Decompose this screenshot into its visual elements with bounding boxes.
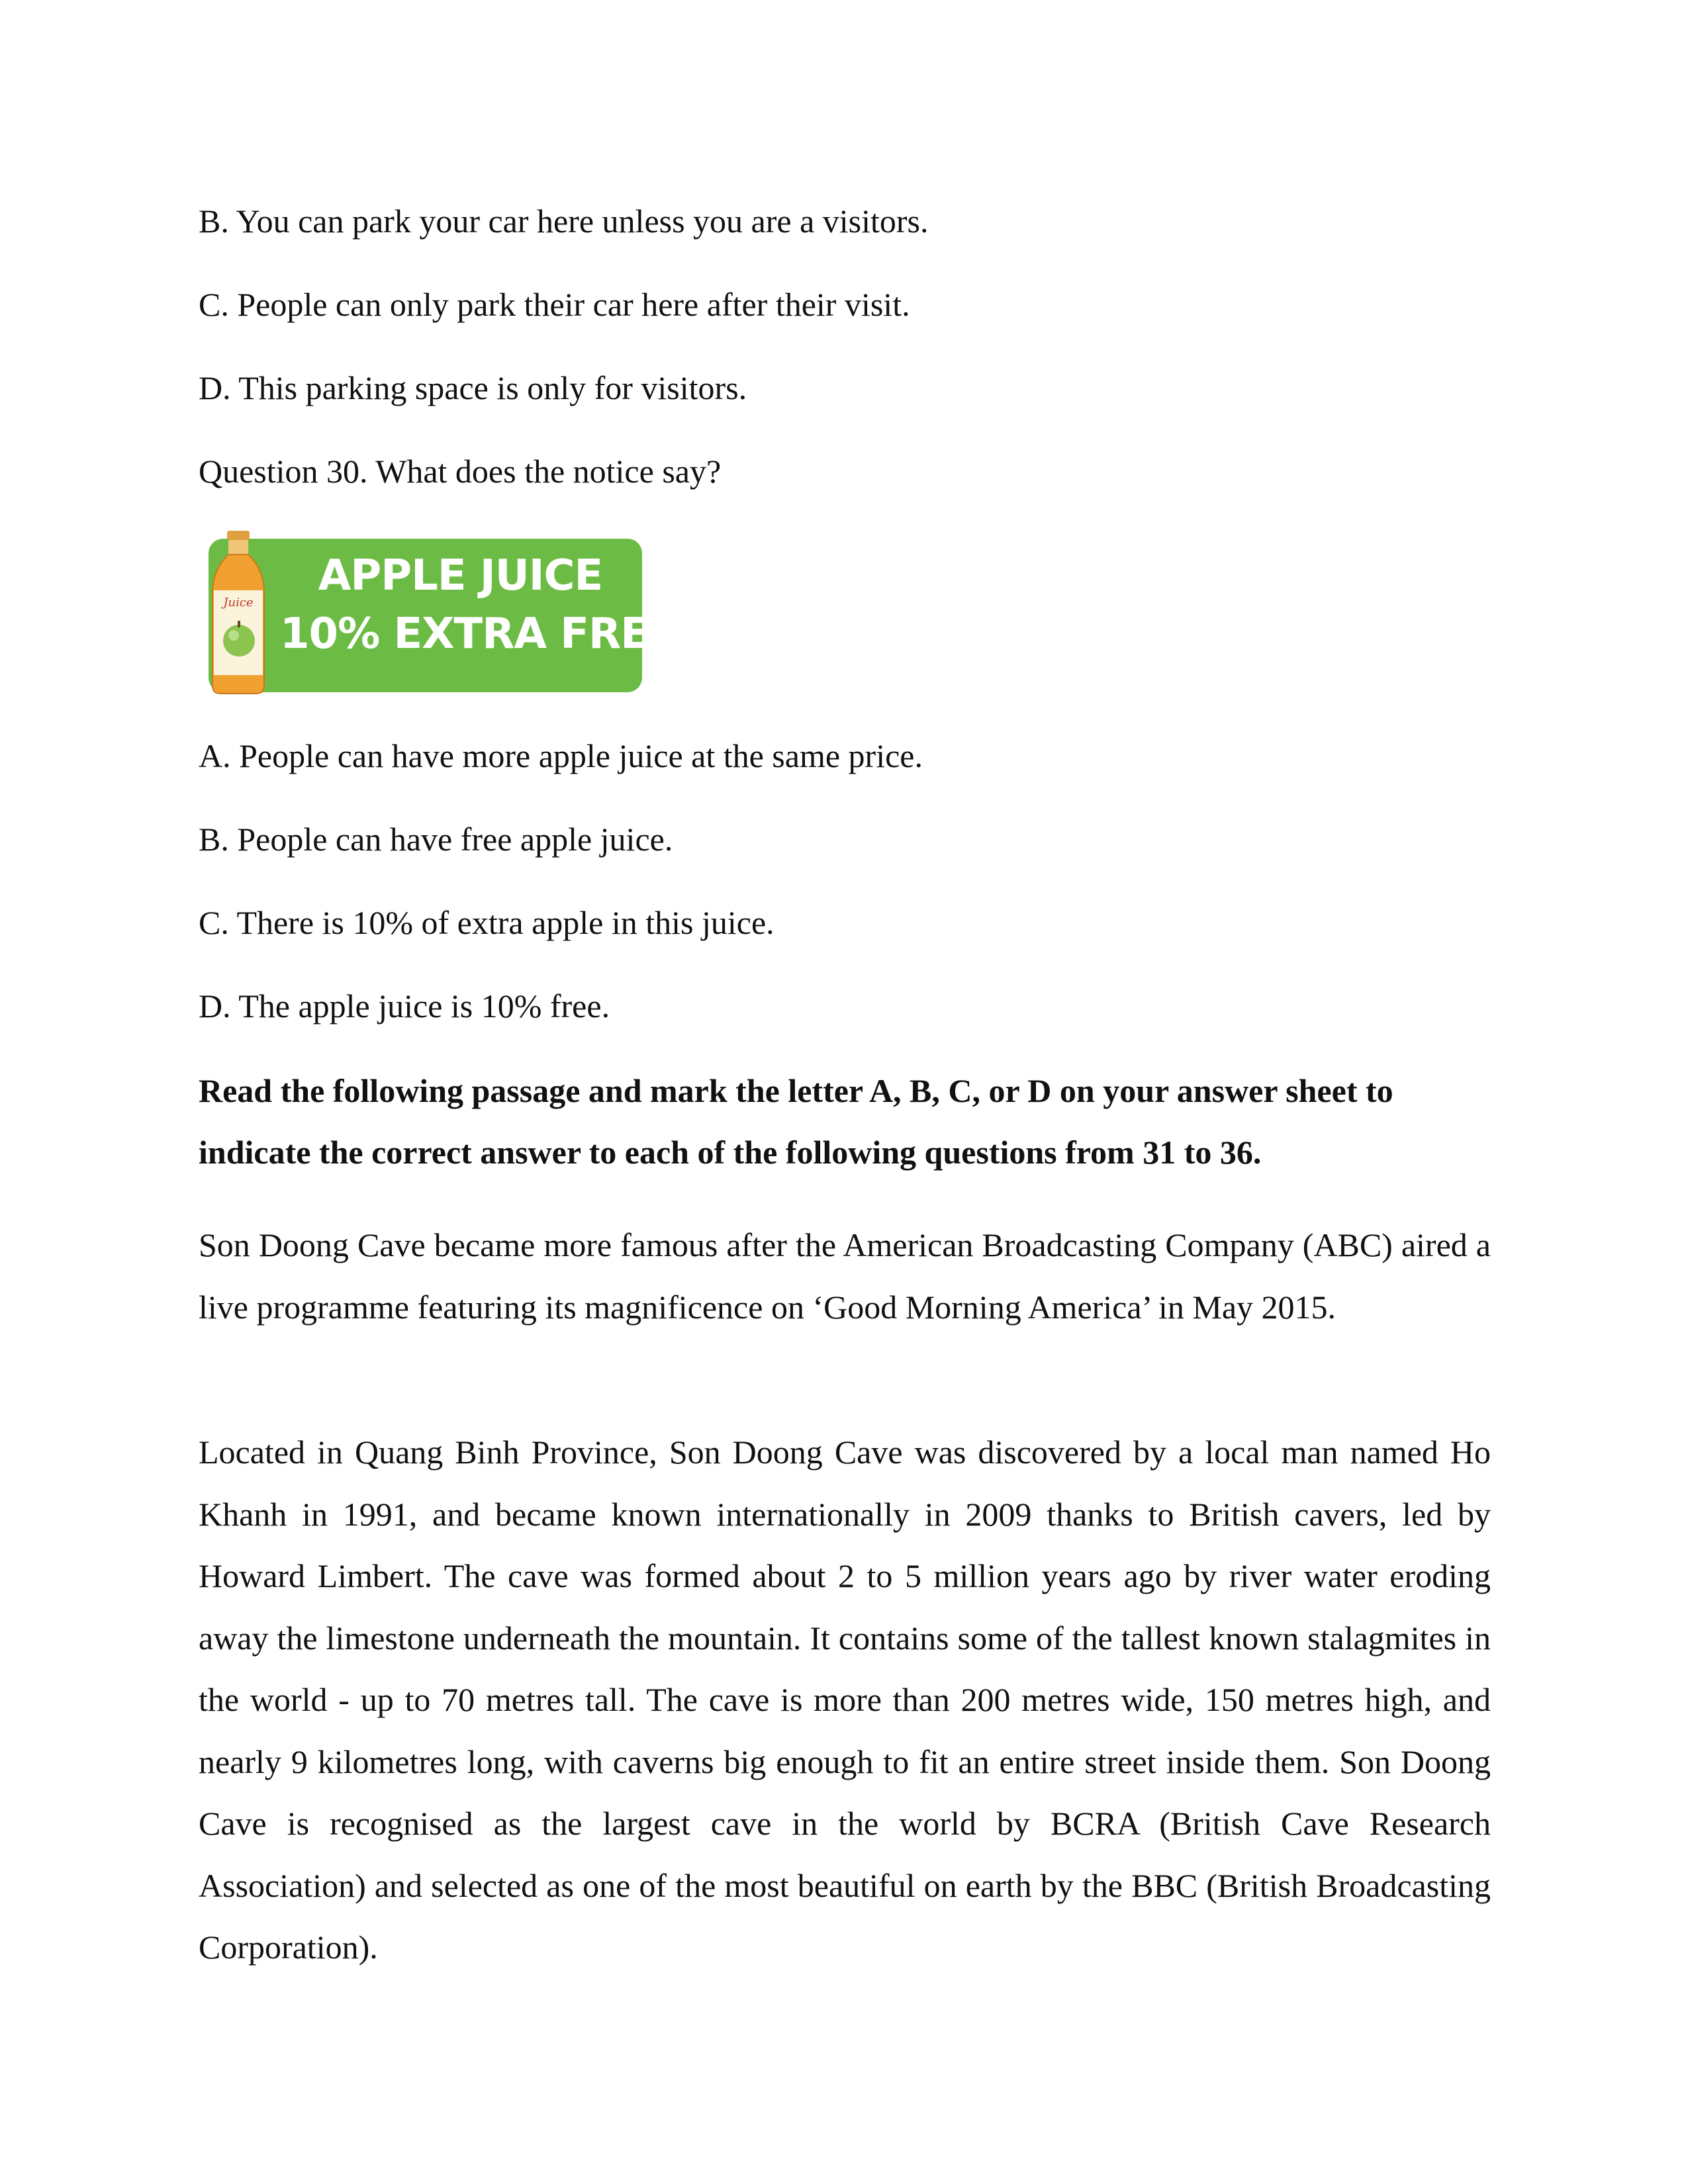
option-q30-c: C. There is 10% of extra apple in this juice. — [199, 904, 774, 941]
reading-instruction: Read the following passage and mark the letter A, B, C, or D on your answer sheet to indicate the correct answer to each of the following questions from 31 to 36. — [199, 1072, 1393, 1171]
option-q30-a: A. People can have more apple juice at the same price. — [199, 737, 923, 774]
option-q29-d: D. This parking space is only for visitors. — [199, 369, 747, 406]
option-q29-b: B. You can park your car here unless you are a visitors. — [199, 203, 929, 240]
notice-line-2: 10% EXTRA FREE — [280, 610, 677, 659]
juice-bottle-icon — [202, 529, 275, 696]
passage-paragraph-1: Son Doong Cave became more famous after the American Broadcasting Company (ABC) aired a live programme featuring its magnificence on ‘Good Morning America’ in May 2015. — [199, 1226, 1491, 1326]
bottle-label: Juice — [223, 596, 254, 610]
notice-line-1: APPLE JUICE — [318, 551, 603, 600]
question-30-prompt: Question 30. What does the notice say? — [199, 453, 722, 490]
apple-juice-notice — [202, 529, 677, 696]
option-q29-c: C. People can only park their car here after their visit. — [199, 286, 910, 323]
option-q30-b: B. People can have free apple juice. — [199, 821, 673, 858]
option-q30-d: D. The apple juice is 10% free. — [199, 987, 610, 1024]
passage-paragraph-2: Located in Quang Binh Province, Son Doong Cave was discovered by a local man named Ho Khanh in 1991, and became known internationally in 2009 thanks to British cavers, led by Howard Limbert. The cave was formed about 2 to 5 million years ago by river water eroding away the limestone underneath the mountain. It contains some of the tallest known stalagmites in the world - up to 70 metres tall. The cave is more than 200 metres wide, 150 metres high, and nearly 9 kilometres long, with caverns big enough to fit an entire street inside them. Son Doong Cave is recognised as the largest cave in the world by BCRA (British Cave Research Association) and selected as one of the most beautiful on earth by the BBC (British Broadcasting Corporation). — [199, 1433, 1491, 1966]
